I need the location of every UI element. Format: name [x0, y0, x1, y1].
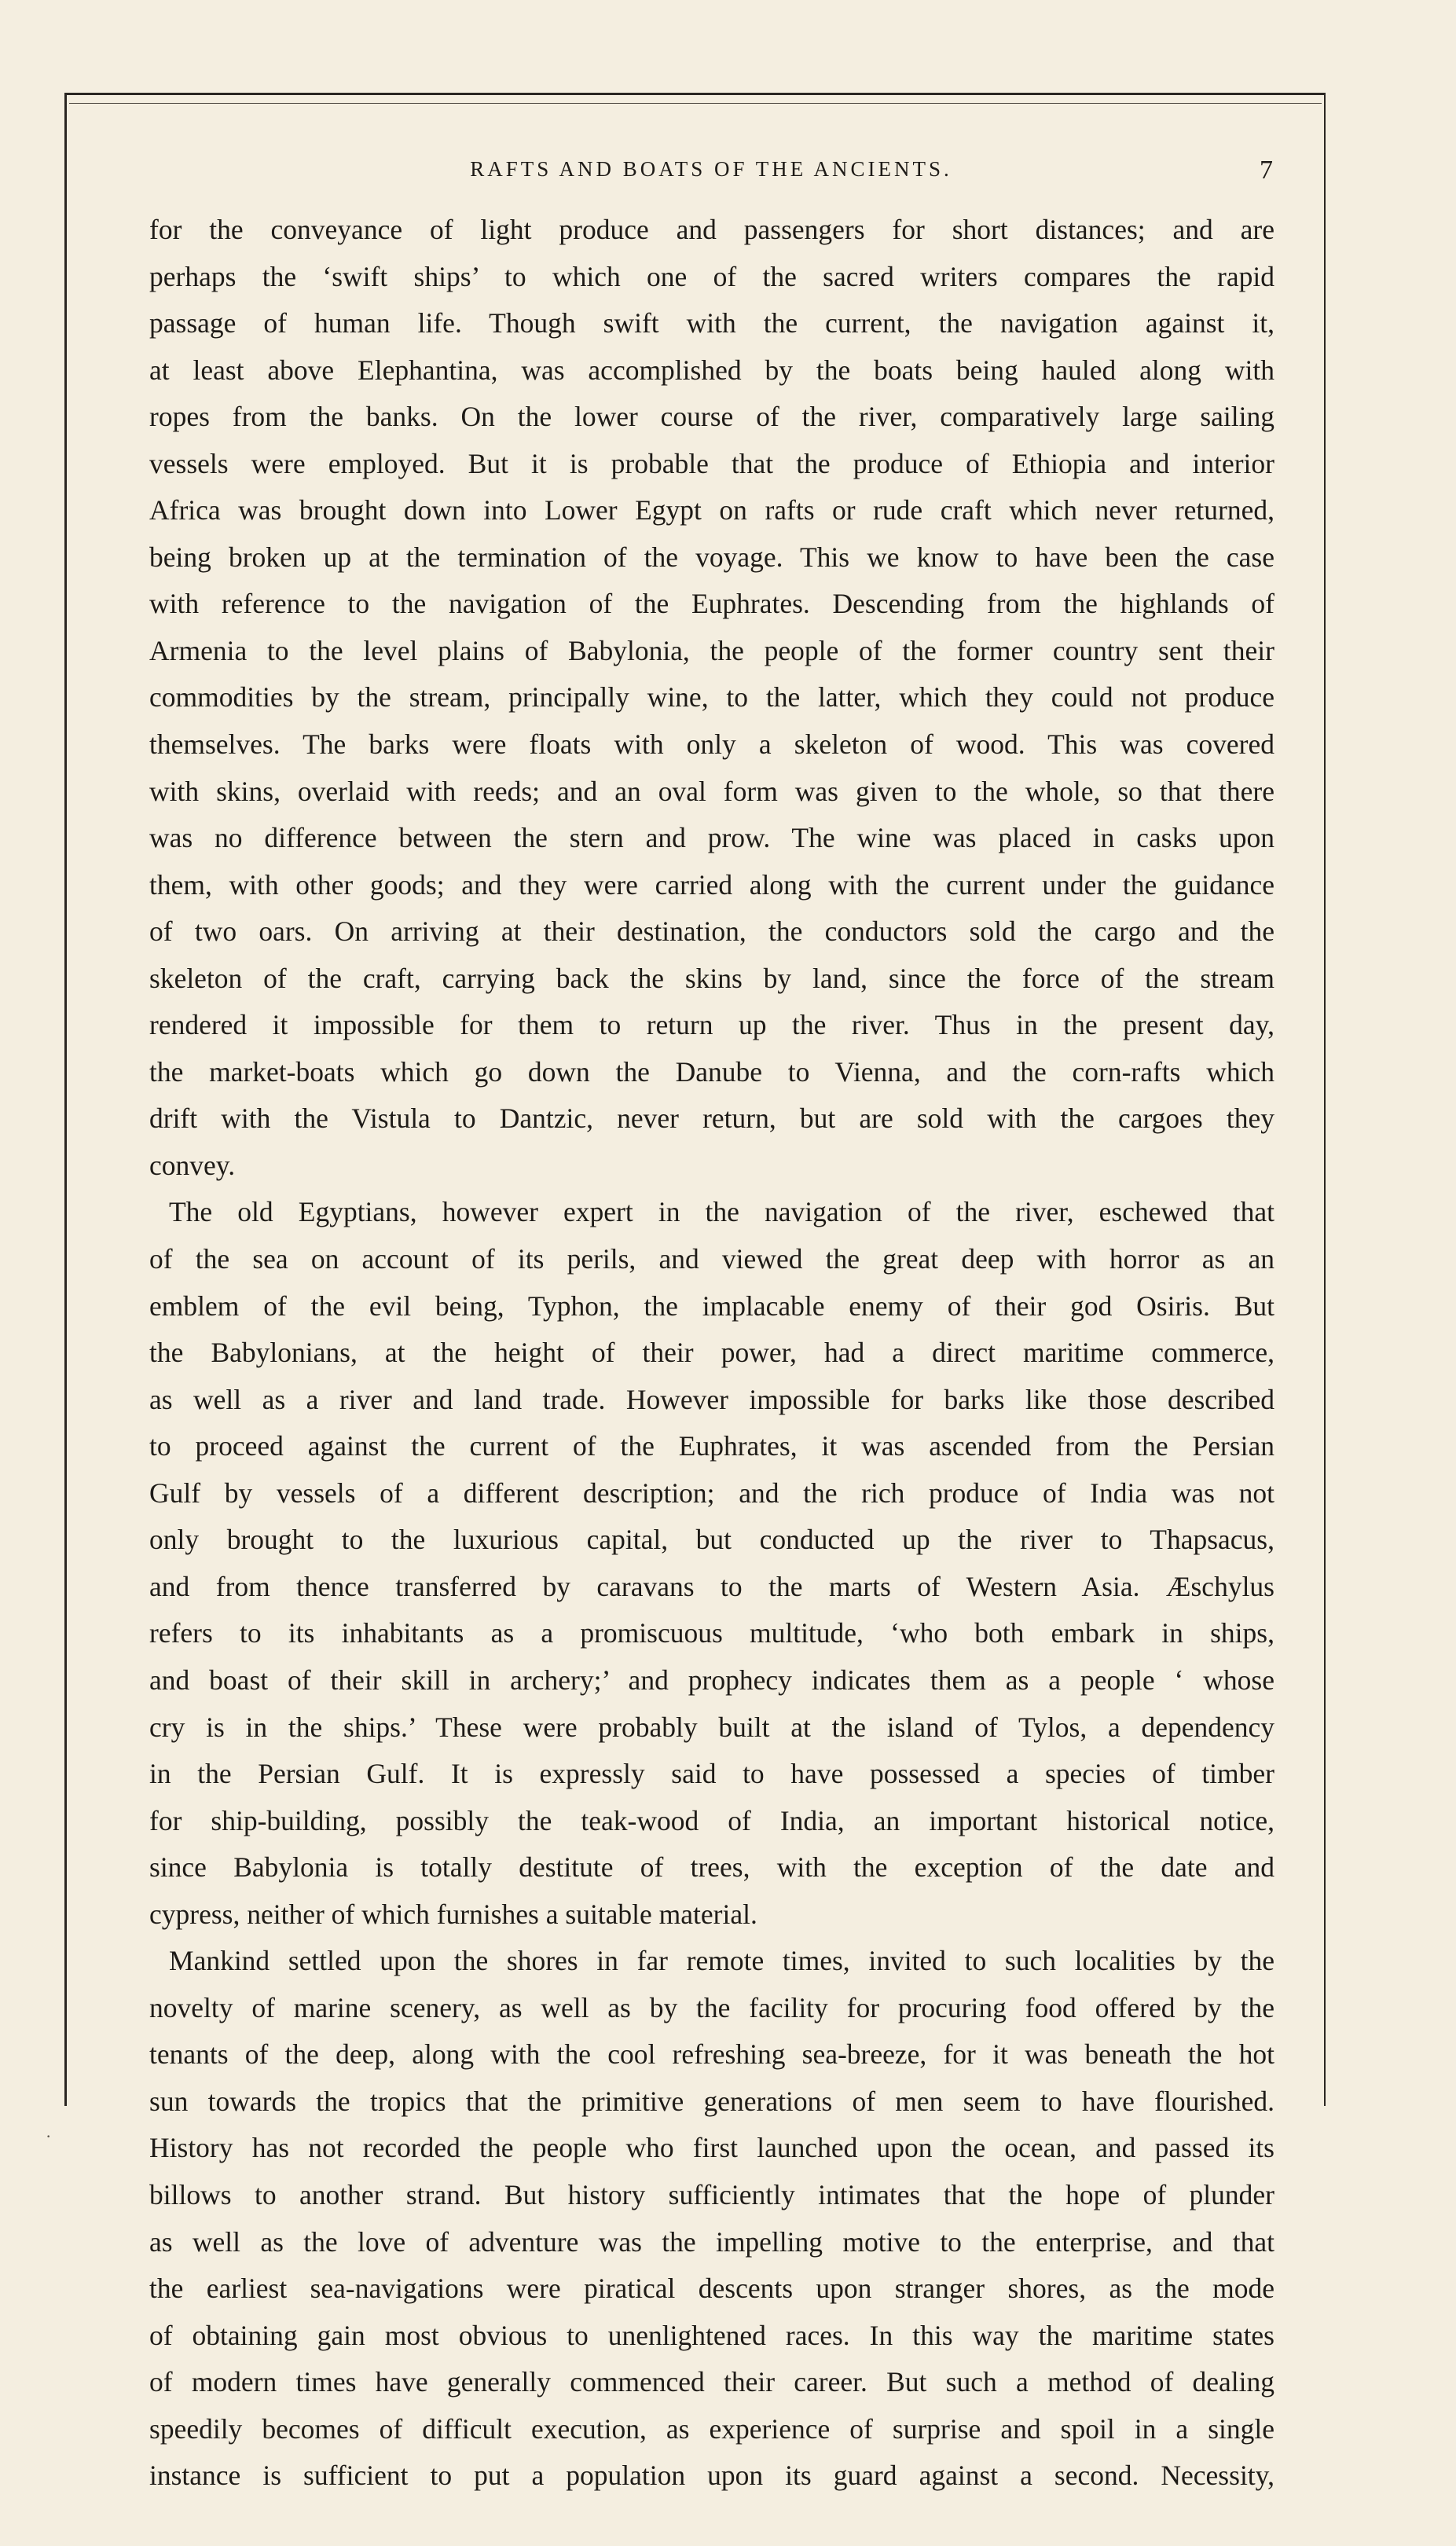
- text-line: in the Persian Gulf. It is expressly said to have possessed a species of timber: [149, 1758, 1274, 1790]
- paragraph-end-line: convey.: [149, 1149, 236, 1181]
- text-line: and boast of their skill in archery;’ and prophecy indicates them as a people ‘ whose: [149, 1664, 1274, 1696]
- paragraph-end-line: cypress, neither of which furnishes a suitable material.: [149, 1898, 757, 1930]
- text-line: themselves. The barks were floats with only a skeleton of wood. This was covered: [149, 728, 1274, 761]
- text-line: was no difference between the stern and prow. The wine was placed in casks upon: [149, 822, 1274, 854]
- text-line: History has not recorded the people who first launched upon the ocean, and passed its: [149, 2132, 1274, 2164]
- text-line: for ship-building, possibly the teak-wood of India, an important historical notice,: [149, 1804, 1274, 1836]
- text-line: rendered it impossible for them to return up the river. Thus in the present day,: [149, 1009, 1274, 1041]
- text-line: perhaps the ‘swift ships’ to which one of the sacred writers compares the rapid: [149, 260, 1274, 292]
- text-line: the Babylonians, at the height of their power, had a direct maritime commerce,: [149, 1337, 1274, 1369]
- paragraph-start-line: The old Egyptians, however expert in the navigation of the river, eschewed that: [169, 1196, 1274, 1228]
- text-line: Africa was brought down into Lower Egypt on rafts or rude craft which never returned,: [149, 494, 1274, 526]
- paragraph-start-line: Mankind settled upon the shores in far remote times, invited to such localities by the: [169, 1945, 1274, 1977]
- page-border-inner-rule: [69, 103, 1322, 104]
- text-line: billows to another strand. But history sufficiently intimates that the hope of plunder: [149, 2178, 1274, 2210]
- text-line: the earliest sea-navigations were piratical descents upon stranger shores, as the mode: [149, 2273, 1274, 2305]
- text-line: of obtaining gain most obvious to unenlightened races. In this way the maritime states: [149, 2319, 1274, 2351]
- text-line: with skins, overlaid with reeds; and an oval form was given to the whole, so that there: [149, 775, 1274, 807]
- text-line: commodities by the stream, principally wine, to the latter, which they could not produce: [149, 681, 1274, 714]
- text-line: and from thence transferred by caravans to the marts of Western Asia. Æschylus: [149, 1570, 1274, 1602]
- running-title: RAFTS AND BOATS OF THE ANCIENTS.: [470, 157, 952, 181]
- text-line: for the conveyance of light produce and passengers for short distances; and are: [149, 214, 1274, 245]
- text-line: the market-boats which go down the Danube to Vienna, and the corn-rafts which: [149, 1055, 1274, 1088]
- running-head: [149, 157, 1273, 192]
- text-line: refers to its inhabitants as a promiscuous multitude, ‘who both embark in ships,: [149, 1617, 1274, 1649]
- text-line: speedily becomes of difficult execution, as experience of surprise and spoil in a single: [149, 2412, 1274, 2445]
- text-line: them, with other goods; and they were carried along with the current under the guidance: [149, 868, 1274, 901]
- body-text: [149, 207, 1274, 2546]
- text-line: novelty of marine scenery, as well as by the facility for procuring food offered by the: [149, 1991, 1274, 2023]
- text-line: drift with the Vistula to Dantzic, never return, but are sold with the cargoes they: [149, 1102, 1274, 1135]
- text-line: sun towards the tropics that the primitive generations of men seem to have flourished.: [149, 2085, 1274, 2117]
- text-line: passage of human life. Though swift with the current, the navigation against it,: [149, 307, 1274, 339]
- text-line: being broken up at the termination of the voyage. This we know to have been the case: [149, 541, 1274, 573]
- text-line: since Babylonia is totally destitute of trees, with the exception of the date and: [149, 1851, 1274, 1884]
- text-line: of modern times have generally commenced their career. But such a method of dealing: [149, 2366, 1274, 2398]
- text-line: instance is sufficient to put a population upon its guard against a second. Necessity,: [149, 2460, 1274, 2492]
- text-line: ropes from the banks. On the lower course of the river, comparatively large sailing: [149, 401, 1274, 433]
- text-line: skeleton of the craft, carrying back the skins by land, since the force of the stream: [149, 962, 1274, 994]
- text-line: Gulf by vessels of a different description; and the rich produce of India was not: [149, 1477, 1274, 1509]
- text-line: only brought to the luxurious capital, but conducted up the river to Thapsacus,: [149, 1524, 1274, 1556]
- page-number: 7: [1260, 156, 1273, 185]
- text-line: [149, 2500, 1274, 2546]
- stray-ink-mark: ·: [46, 2126, 52, 2146]
- text-line: as well as the love of adventure was the impelling motive to the enterprise, and that: [149, 2225, 1274, 2258]
- text-line: Armenia to the level plains of Babylonia, the people of the former country sent their: [149, 634, 1274, 666]
- text-line: at least above Elephantina, was accomplished by the boats being hauled along with: [149, 354, 1274, 386]
- text-line: with reference to the navigation of the Euphrates. Descending from the highlands of: [149, 588, 1274, 620]
- text-line: emblem of the evil being, Typhon, the implacable enemy of their god Osiris. But: [149, 1290, 1274, 1322]
- text-line: tenants of the deep, along with the cool refreshing sea-breeze, for it was beneath the hot: [149, 2038, 1274, 2071]
- text-line: vessels were employed. But it is probable that the produce of Ethiopia and interior: [149, 447, 1274, 479]
- text-line: of the sea on account of its perils, and viewed the great deep with horror as an: [149, 1243, 1274, 1275]
- text-line: as well as a river and land trade. However impossible for barks like those described: [149, 1383, 1274, 1415]
- text-line: of two oars. On arriving at their destination, the conductors sold the cargo and the: [149, 915, 1274, 948]
- text-line: to proceed against the current of the Euphrates, it was ascended from the Persian: [149, 1430, 1274, 1462]
- text-line: cry is in the ships.’ These were probably built at the island of Tylos, a dependency: [149, 1711, 1274, 1743]
